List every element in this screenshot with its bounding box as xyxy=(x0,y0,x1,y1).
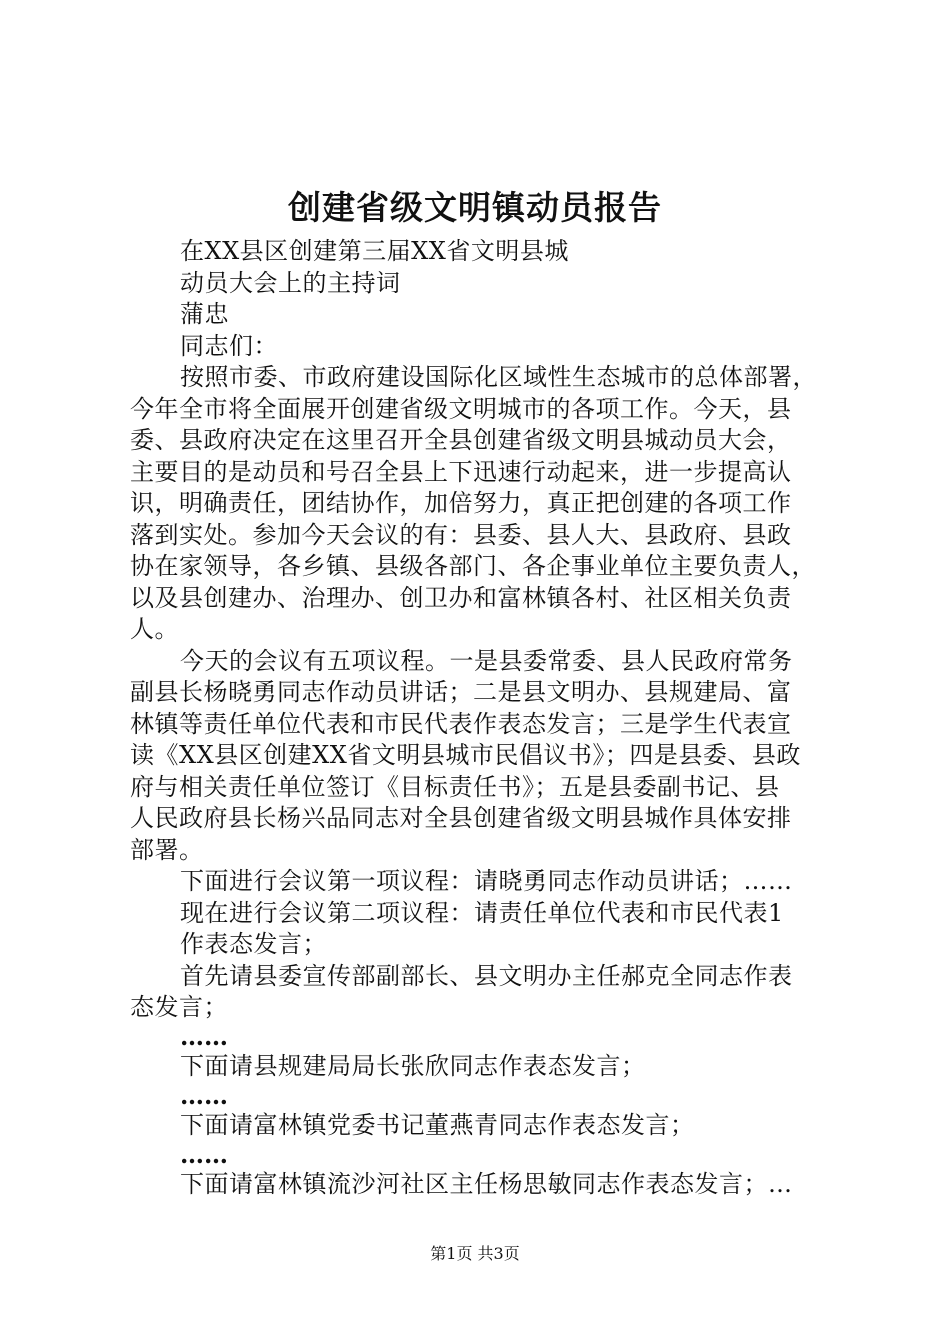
paragraph-line: 按照市委、市政府建设国际化区域性生态城市的总体部署， xyxy=(180,363,817,391)
paragraph-line: 协在家领导，各乡镇、县级各部门、各企事业单位主要负责人， xyxy=(130,552,816,580)
ellipsis-line: …… xyxy=(180,1022,228,1051)
paragraph-line: 人民政府县长杨兴品同志对全县创建省级文明县城作具体安排 xyxy=(130,804,792,832)
paragraph-line: 首先请县委宣传部副部长、县文明办主任郝克全同志作表 xyxy=(180,962,793,990)
paragraph-line: 主要目的是动员和号召全县上下迅速行动起来，进一步提高认 xyxy=(130,458,792,486)
paragraph-line: 动员大会上的主持词 xyxy=(180,269,401,297)
ellipsis-line: …… xyxy=(180,1081,228,1110)
paragraph-line: 下面请县规建局局长张欣同志作表态发言； xyxy=(180,1052,646,1080)
paragraph-line: 今天的会议有五项议程。一是县委常委、县人民政府常务 xyxy=(180,647,793,675)
paragraph-line: 部署。 xyxy=(130,836,204,864)
paragraph-line: 现在进行会议第二项议程：请责任单位代表和市民代表1 xyxy=(180,899,784,927)
page-number-footer: 第1页 共3页 xyxy=(430,1244,520,1263)
paragraph-line: 读《XX县区创建XX省文明县城市民倡议书》；四是县委、县政 xyxy=(130,741,801,769)
paragraph-line: 下面进行会议第一项议程：请晓勇同志作动员讲话；…… xyxy=(180,867,793,895)
paragraph-line: 态发言； xyxy=(130,993,228,1021)
paragraph-line: 在XX县区创建第三届XX省文明县城 xyxy=(180,237,569,265)
document-title: 创建省级文明镇动员报告 xyxy=(288,188,662,227)
paragraph-line: 林镇等责任单位代表和市民代表作表态发言；三是学生代表宣 xyxy=(130,710,792,738)
paragraph-line: 落到实处。参加今天会议的有：县委、县人大、县政府、县政 xyxy=(130,521,792,549)
paragraph-line: 以及县创建办、治理办、创卫办和富林镇各村、社区相关负责 xyxy=(130,584,792,612)
ellipsis-line: …… xyxy=(180,1140,228,1169)
paragraph-line: 同志们： xyxy=(180,332,278,360)
paragraph-line: 蒲忠 xyxy=(180,300,229,328)
paragraph-line: 识，明确责任，团结协作，加倍努力，真正把创建的各项工作 xyxy=(130,489,792,517)
paragraph-line: 委、县政府决定在这里召开全县创建省级文明县城动员大会， xyxy=(130,426,792,454)
paragraph-line: 下面请富林镇流沙河社区主任杨思敏同志作表态发言；… xyxy=(180,1170,793,1198)
paragraph-line: 作表态发言； xyxy=(180,930,327,958)
paragraph-line: 人。 xyxy=(130,615,179,643)
paragraph-line: 下面请富林镇党委书记董燕青同志作表态发言； xyxy=(180,1111,695,1139)
paragraph-line: 副县长杨晓勇同志作动员讲话；二是县文明办、县规建局、富 xyxy=(130,678,792,706)
paragraph-line: 府与相关责任单位签订《目标责任书》；五是县委副书记、县 xyxy=(130,773,780,801)
paragraph-line: 今年全市将全面展开创建省级文明城市的各项工作。今天，县 xyxy=(130,395,792,423)
